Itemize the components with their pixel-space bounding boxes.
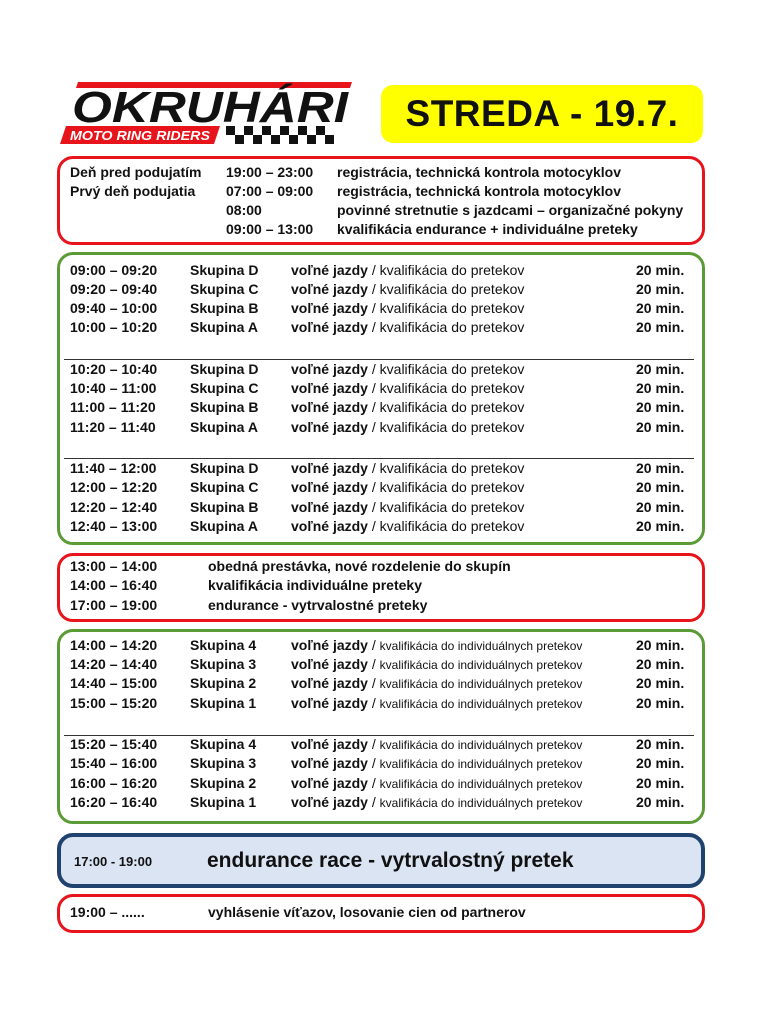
session-group: Skupina D [190, 361, 259, 377]
activity-separator: / [367, 262, 380, 278]
session-activity [291, 478, 524, 497]
activity-separator: / [367, 460, 380, 476]
activity-main: voľné jazdy [291, 361, 368, 377]
activity-main: voľné jazdy [291, 499, 368, 515]
activity-separator: / [367, 695, 380, 711]
activity-note: kvalifikácia do pretekov [379, 361, 525, 377]
activity-main: voľné jazdy [291, 460, 368, 476]
session-time: 11:00 – 11:20 [70, 399, 156, 415]
intro-time: 08:00 [226, 202, 262, 218]
session-time: 09:20 – 09:40 [70, 281, 158, 297]
session-activity [291, 774, 582, 793]
svg-text:MOTO RING RIDERS: MOTO RING RIDERS [70, 128, 211, 143]
session-group: Skupina C [190, 479, 259, 495]
session-time: 16:00 – 16:20 [70, 775, 158, 791]
session-group: Skupina A [190, 518, 258, 534]
activity-separator: / [367, 479, 380, 495]
activity-main: voľné jazdy [291, 262, 368, 278]
session-activity [291, 793, 582, 812]
activity-separator: / [367, 736, 380, 752]
session-time: 10:20 – 10:40 [70, 361, 158, 377]
activity-note: kvalifikácia do individuálnych pretekov [379, 677, 583, 691]
session-group: Skupina 4 [190, 736, 257, 752]
session-time: 15:40 – 16:00 [70, 755, 158, 771]
activity-separator: / [367, 656, 380, 672]
activity-main: voľné jazdy [291, 755, 368, 771]
race-title: endurance race - vytrvalostný pretek [207, 849, 574, 872]
session-activity [291, 517, 524, 536]
activity-note: kvalifikácia do individuálnych pretekov [379, 757, 583, 771]
race-time: 17:00 - 19:00 [74, 854, 153, 869]
activity-separator: / [367, 675, 380, 691]
session-group: Skupina C [190, 380, 259, 396]
session-activity [291, 379, 524, 398]
session-duration: 20 min. [636, 399, 685, 415]
okruhari-logo [60, 76, 358, 146]
session-group: Skupina D [190, 460, 259, 476]
activity-main: voľné jazdy [291, 656, 368, 672]
session-time: 11:20 – 11:40 [70, 419, 156, 435]
section-divider [64, 359, 694, 360]
activity-main: voľné jazdy [291, 794, 368, 810]
activity-separator: / [367, 361, 380, 377]
activity-separator: / [367, 319, 380, 335]
activity-separator: / [367, 419, 380, 435]
session-time: 14:40 – 15:00 [70, 675, 158, 691]
activity-main: voľné jazdy [291, 675, 368, 691]
section-divider [64, 735, 694, 736]
session-duration: 20 min. [636, 637, 685, 653]
midday-time: 17:00 – 19:00 [70, 597, 158, 613]
session-activity [291, 318, 524, 337]
session-group: Skupina A [190, 319, 258, 335]
session-duration: 20 min. [636, 755, 685, 771]
session-time: 12:40 – 13:00 [70, 518, 158, 534]
intro-text: registrácia, technická kontrola motocyklov [337, 164, 621, 180]
midday-time: 14:00 – 16:40 [70, 577, 158, 593]
activity-separator: / [367, 518, 380, 534]
activity-note: kvalifikácia do pretekov [379, 499, 525, 515]
session-duration: 20 min. [636, 695, 685, 711]
activity-separator: / [367, 499, 380, 515]
activity-main: voľné jazdy [291, 399, 368, 415]
activity-separator: / [367, 399, 380, 415]
activity-note: kvalifikácia do pretekov [379, 518, 525, 534]
session-group: Skupina 1 [190, 794, 257, 810]
session-activity [291, 459, 524, 478]
activity-main: voľné jazdy [291, 637, 368, 653]
activity-main: voľné jazdy [291, 479, 368, 495]
session-duration: 20 min. [636, 281, 685, 297]
session-duration: 20 min. [636, 656, 685, 672]
activity-separator: / [367, 380, 380, 396]
activity-note: kvalifikácia do individuálnych pretekov [379, 697, 583, 711]
session-activity [291, 674, 582, 693]
session-duration: 20 min. [636, 460, 685, 476]
activity-note: kvalifikácia do pretekov [379, 419, 525, 435]
session-duration: 20 min. [636, 675, 685, 691]
closing-time: 19:00 – ...... [70, 904, 145, 920]
session-duration: 20 min. [636, 736, 685, 752]
activity-note: kvalifikácia do pretekov [379, 479, 525, 495]
session-duration: 20 min. [636, 775, 685, 791]
activity-separator: / [367, 637, 380, 653]
session-activity [291, 754, 582, 773]
session-group: Skupina B [190, 300, 259, 316]
session-activity [291, 498, 524, 517]
midday-text: obedná prestávka, nové rozdelenie do skupín [208, 558, 511, 574]
intro-label: Deň pred podujatím [70, 164, 202, 180]
session-time: 11:40 – 12:00 [70, 460, 157, 476]
session-activity [291, 418, 524, 437]
session-activity [291, 655, 582, 674]
activity-main: voľné jazdy [291, 319, 368, 335]
session-duration: 20 min. [636, 380, 685, 396]
activity-note: kvalifikácia do individuálnych pretekov [379, 639, 583, 653]
intro-text: kvalifikácia endurance + individuálne preteky [337, 221, 638, 237]
session-time: 12:00 – 12:20 [70, 479, 158, 495]
session-group: Skupina 2 [190, 675, 257, 691]
session-duration: 20 min. [636, 794, 685, 810]
session-group: Skupina A [190, 419, 258, 435]
session-time: 15:20 – 15:40 [70, 736, 158, 752]
session-duration: 20 min. [636, 499, 685, 515]
session-group: Skupina 3 [190, 656, 257, 672]
activity-separator: / [367, 775, 380, 791]
session-activity [291, 636, 582, 655]
activity-note: kvalifikácia do pretekov [379, 300, 525, 316]
activity-main: voľné jazdy [291, 695, 368, 711]
activity-separator: / [367, 281, 380, 297]
midday-text: kvalifikácia individuálne preteky [208, 577, 422, 593]
activity-note: kvalifikácia do individuálnych pretekov [379, 777, 583, 791]
session-time: 09:00 – 09:20 [70, 262, 158, 278]
intro-label: Prvý deň podujatia [70, 183, 196, 199]
activity-main: voľné jazdy [291, 300, 368, 316]
intro-time: 09:00 – 13:00 [226, 221, 314, 237]
session-group: Skupina 1 [190, 695, 257, 711]
activity-separator: / [367, 794, 380, 810]
activity-main: voľné jazdy [291, 380, 368, 396]
session-group: Skupina D [190, 262, 259, 278]
session-time: 12:20 – 12:40 [70, 499, 158, 515]
session-group: Skupina B [190, 499, 259, 515]
intro-time: 07:00 – 09:00 [226, 183, 314, 199]
session-group: Skupina C [190, 281, 259, 297]
session-activity [291, 299, 524, 318]
session-duration: 20 min. [636, 319, 685, 335]
activity-main: voľné jazdy [291, 281, 368, 297]
intro-text: povinné stretnutie s jazdcami – organizačné pokyny [337, 202, 684, 218]
svg-text:OKRUHÁRI: OKRUHÁRI [72, 83, 310, 132]
session-time: 14:20 – 14:40 [70, 656, 158, 672]
session-time: 10:00 – 10:20 [70, 319, 158, 335]
activity-note: kvalifikácia do pretekov [379, 380, 525, 396]
intro-time: 19:00 – 23:00 [226, 164, 314, 180]
session-activity [291, 360, 524, 379]
activity-note: kvalifikácia do pretekov [379, 262, 525, 278]
session-duration: 20 min. [636, 300, 685, 316]
midday-text: endurance - vytrvalostné preteky [208, 597, 428, 613]
session-group: Skupina 3 [190, 755, 257, 771]
session-duration: 20 min. [636, 479, 685, 495]
session-activity [291, 735, 582, 754]
activity-main: voľné jazdy [291, 775, 368, 791]
activity-note: kvalifikácia do individuálnych pretekov [379, 738, 583, 752]
session-duration: 20 min. [636, 361, 685, 377]
activity-note: kvalifikácia do pretekov [379, 460, 525, 476]
activity-note: kvalifikácia do individuálnych pretekov [379, 658, 583, 672]
session-duration: 20 min. [636, 518, 685, 534]
activity-separator: / [367, 755, 380, 771]
session-group: Skupina 2 [190, 775, 257, 791]
closing-text: vyhlásenie víťazov, losovanie cien od partnerov [208, 904, 526, 920]
session-activity [291, 261, 524, 280]
activity-note: kvalifikácia do pretekov [379, 399, 525, 415]
session-time: 16:20 – 16:40 [70, 794, 158, 810]
activity-main: voľné jazdy [291, 736, 368, 752]
session-activity [291, 694, 582, 713]
day-title: STREDA - 19.7. [381, 85, 703, 143]
activity-note: kvalifikácia do pretekov [379, 281, 525, 297]
activity-main: voľné jazdy [291, 419, 368, 435]
session-group: Skupina 4 [190, 637, 257, 653]
session-time: 09:40 – 10:00 [70, 300, 158, 316]
session-time: 15:00 – 15:20 [70, 695, 158, 711]
session-duration: 20 min. [636, 419, 685, 435]
activity-separator: / [367, 300, 380, 316]
section-divider [64, 458, 694, 459]
activity-note: kvalifikácia do individuálnych pretekov [379, 796, 583, 810]
intro-text: registrácia, technická kontrola motocyklov [337, 183, 621, 199]
session-time: 10:40 – 11:00 [70, 380, 157, 396]
activity-main: voľné jazdy [291, 518, 368, 534]
session-time: 14:00 – 14:20 [70, 637, 158, 653]
activity-note: kvalifikácia do pretekov [379, 319, 525, 335]
session-activity [291, 280, 524, 299]
session-duration: 20 min. [636, 262, 685, 278]
session-activity [291, 398, 524, 417]
midday-time: 13:00 – 14:00 [70, 558, 158, 574]
session-group: Skupina B [190, 399, 259, 415]
